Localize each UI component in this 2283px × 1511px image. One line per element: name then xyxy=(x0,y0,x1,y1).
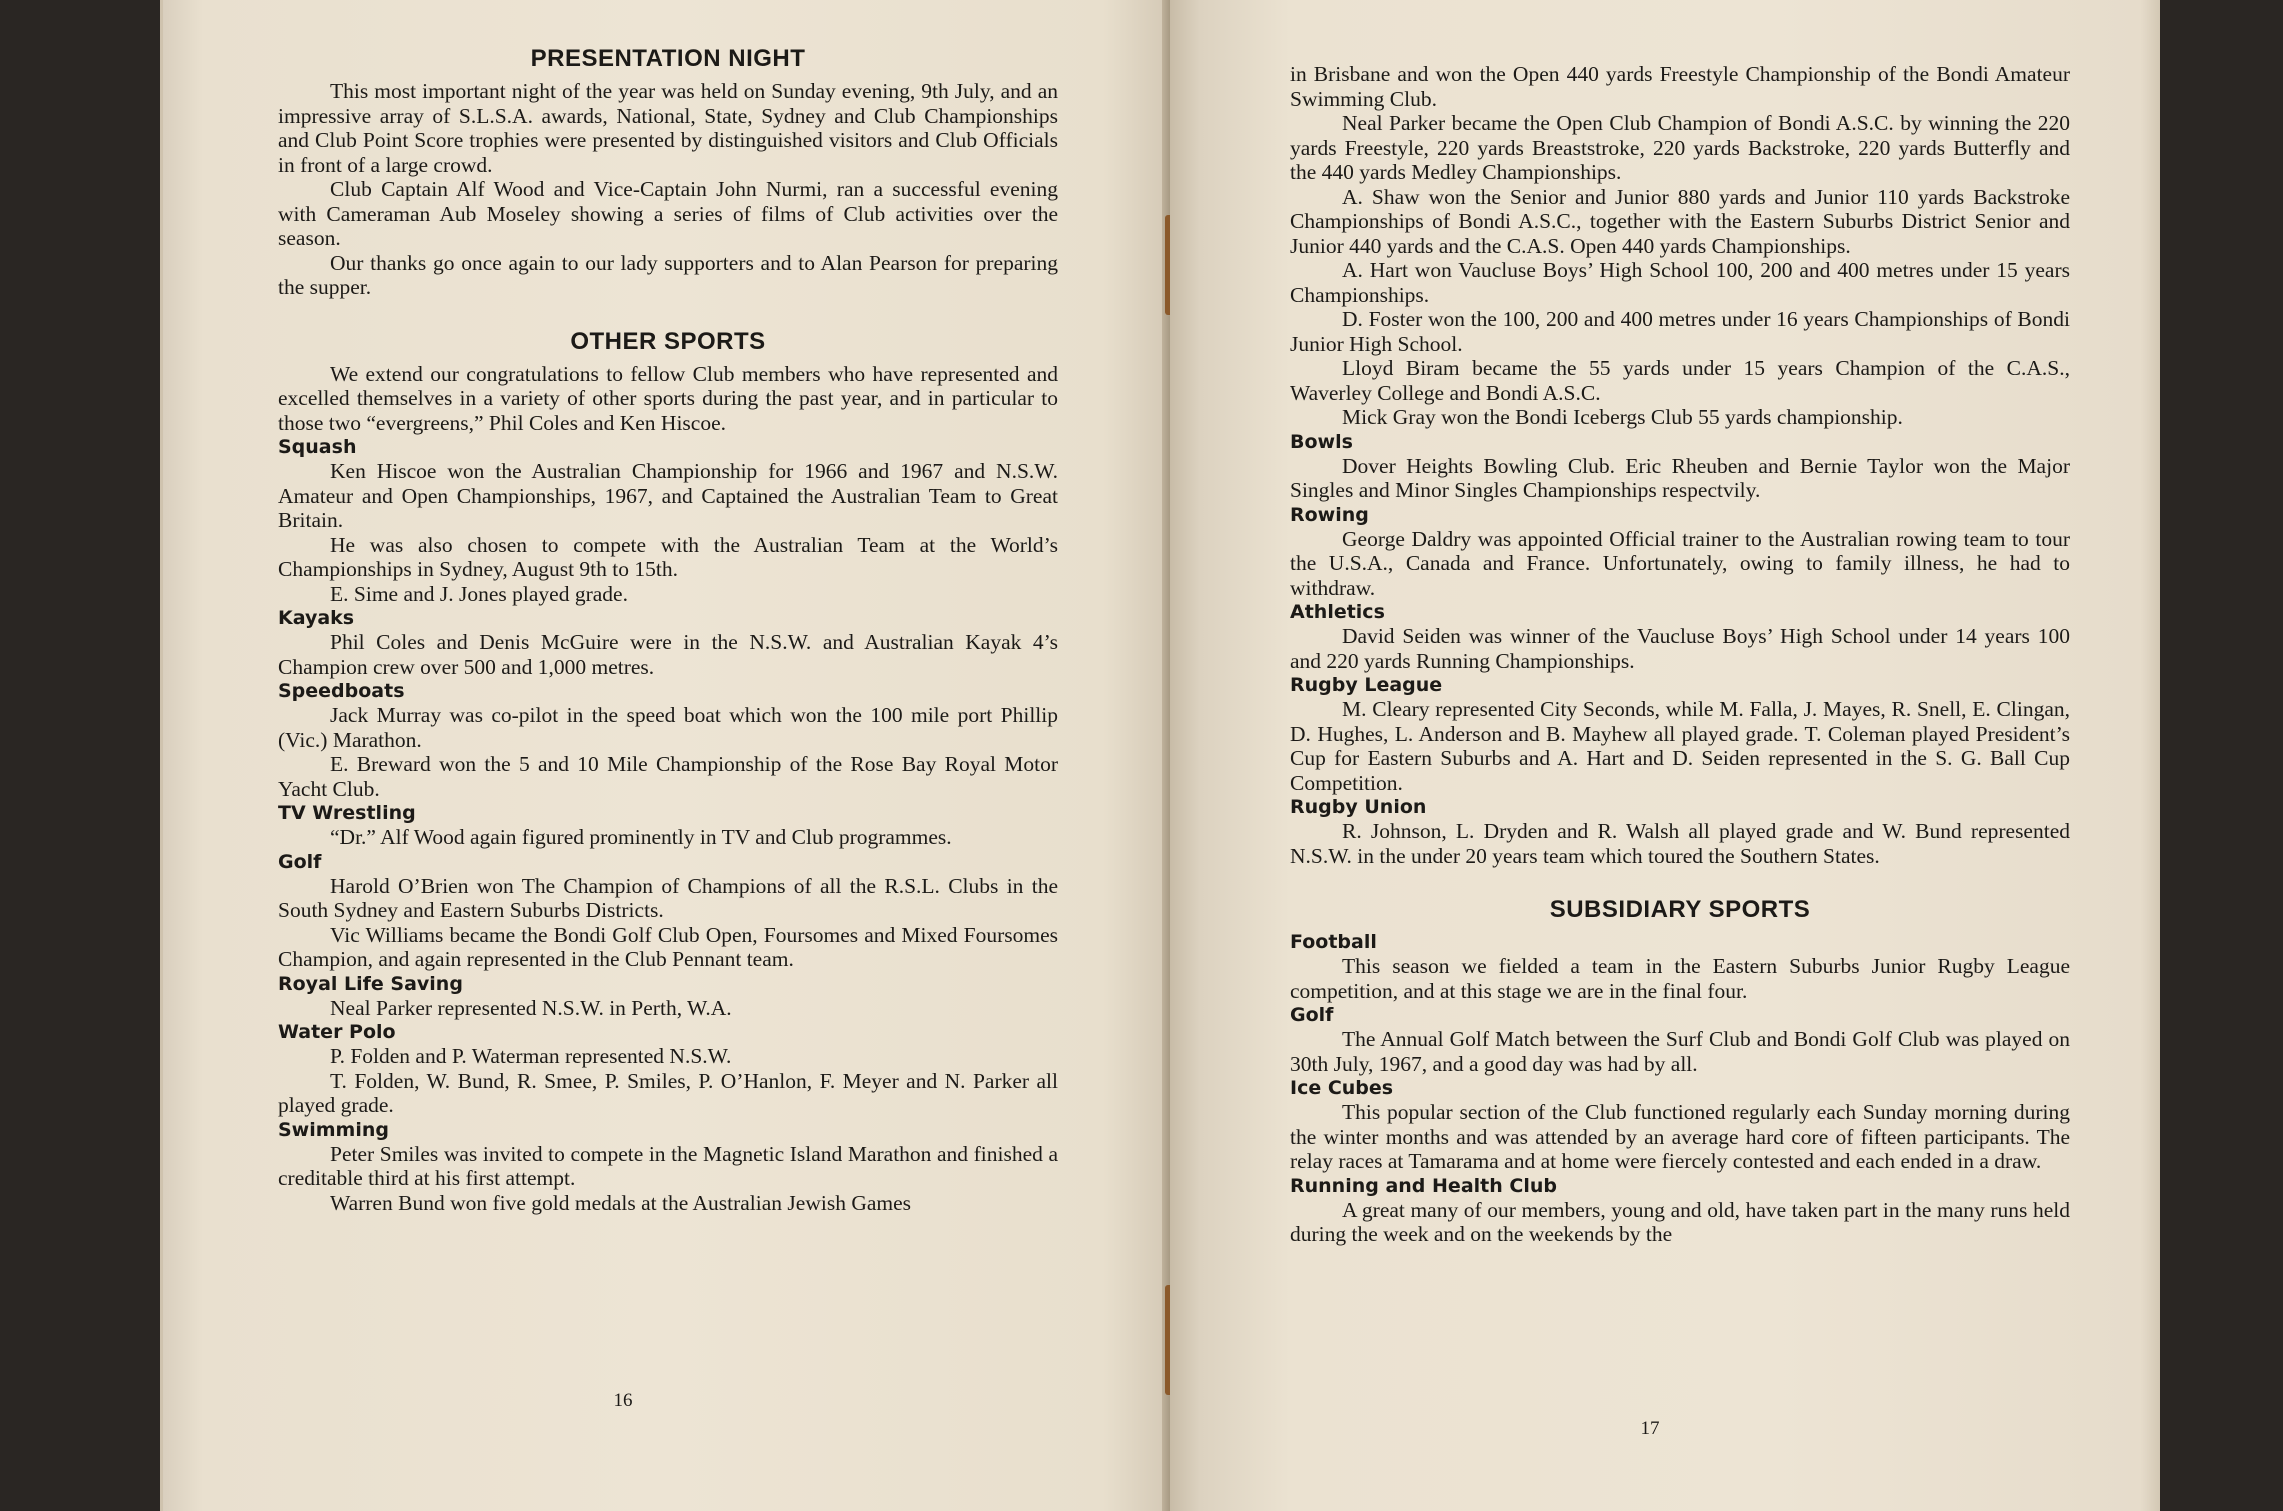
heading-presentation-night: PRESENTATION NIGHT xyxy=(530,45,806,72)
paragraph: Warren Bund won five gold medals at the Australian Jewish Games xyxy=(330,1190,912,1215)
paragraph: E. Breward won the 5 and 10 Mile Championship of the Rose Bay Royal Motor Yacht Club. xyxy=(278,752,1058,801)
right-page xyxy=(1170,0,2160,1511)
paragraph: Dover Heights Bowling Club. Eric Rheuben and Bernie Taylor won the Major Singles and Minor Singles Championships respectvily. xyxy=(1290,453,2070,502)
subheading-speedboats: Speedboats xyxy=(278,680,405,702)
subheading-ice-cubes: Ice Cubes xyxy=(1290,1077,1394,1099)
subheading-squash: Squash xyxy=(278,436,357,458)
paragraph: He was also chosen to compete with the Australian Team at the World’s Championships in Sydney, August 9th to 15th. xyxy=(278,532,1058,581)
paragraph: T. Folden, W. Bund, R. Smee, P. Smiles, P. O’Hanlon, F. Meyer and N. Parker all played grade. xyxy=(278,1068,1058,1117)
paragraph: in Brisbane and won the Open 440 yards Freestyle Championship of the Bondi Amateur Swimming Club. xyxy=(1290,62,2070,111)
subheading-bowls: Bowls xyxy=(1290,430,1353,453)
subheading-rugby-league: Rugby League xyxy=(1290,674,1443,696)
subheading-kayaks: Kayaks xyxy=(278,607,355,629)
subheading-golf: Golf xyxy=(278,850,322,873)
paragraph: Harold O’Brien won The Champion of Champions of all the R.S.L. Clubs in the South Sydney and Eastern Suburbs Districts. xyxy=(278,873,1058,922)
paragraph: Neal Parker became the Open Club Champion of Bondi A.S.C. by winning the 220 yards Freestyle, 220 yards Breaststroke, 220 yards Backstroke, 220 yards Butterfly and the 440 yards Medley Championships. xyxy=(1290,111,2070,184)
paragraph: This popular section of the Club functioned regularly each Sunday morning during the winter months and was attended by an average hard core of fifteen participants. The relay races at Tamarama and at home were fiercely contested and each ended in a draw. xyxy=(1290,1100,2070,1173)
paragraph: This season we fielded a team in the Eastern Suburbs Junior Rugby League competition, and at this stage we are in the final four. xyxy=(1290,954,2070,1003)
page-number-right: 17 xyxy=(1640,1418,1660,1439)
heading-other-sports: OTHER SPORTS xyxy=(570,327,766,355)
paragraph: Phil Coles and Denis McGuire were in the N.S.W. and Australian Kayak 4’s Champion crew over 500 and 1,000 metres. xyxy=(278,630,1058,679)
spacer xyxy=(278,300,1058,328)
spacer xyxy=(1290,868,2070,896)
subheading-rowing: Rowing xyxy=(1290,503,1369,526)
paragraph: David Seiden was winner of the Vaucluse Boys’ High School under 14 years 100 and 220 yards Running Championships. xyxy=(1290,624,2070,673)
subheading-football: Football xyxy=(1290,931,1377,953)
paragraph: The Annual Golf Match between the Surf Club and Bondi Golf Club was played on 30th July, 1967, and a good day was had by all. xyxy=(1290,1027,2070,1076)
paragraph: M. Cleary represented City Seconds, while M. Falla, J. Mayes, R. Snell, E. Clingan, D. Hughes, L. Anderson and B. Mayhew all played grade. T. Coleman played President’s Cup for Eastern Suburbs and A. Hart and D. Seiden represented in the S. G. Ball Cup Competition. xyxy=(1290,697,2070,795)
paragraph: This most important night of the year was held on Sunday evening, 9th July, and an impressive array of S.L.S.A. awards, National, State, Sydney and Club Championships and Club Point Score trophies were presented by distinguished visitors and Club Officials in front of a large crowd. xyxy=(278,79,1058,177)
page-number-left: 16 xyxy=(613,1390,633,1411)
paragraph: Our thanks go once again to our lady supporters and to Alan Pearson for preparing the supper. xyxy=(278,250,1058,299)
paragraph: Lloyd Biram became the 55 yards under 15 years Champion of the C.A.S., Waverley College and Bondi A.S.C. xyxy=(1290,356,2070,405)
paragraph: Ken Hiscoe won the Australian Championship for 1966 and 1967 and N.S.W. Amateur and Open Championships, 1967, and Captained the Australian Team to Great Britain. xyxy=(278,459,1058,532)
subheading-golf: Golf xyxy=(1290,1004,1334,1026)
paragraph: Vic Williams became the Bondi Golf Club Open, Foursomes and Mixed Foursomes Champion, and again represented in the Club Pennant team. xyxy=(278,922,1058,971)
paragraph: R. Johnson, L. Dryden and R. Walsh all played grade and W. Bund represented N.S.W. in the under 20 years team which toured the Southern States. xyxy=(1290,819,2070,868)
heading-subsidiary-sports: SUBSIDIARY SPORTS xyxy=(1549,896,1811,923)
paragraph: E. Sime and J. Jones played grade. xyxy=(330,581,628,606)
paragraph: “Dr.” Alf Wood again figured prominently in TV and Club programmes. xyxy=(330,825,952,849)
subheading-royal-life-saving: Royal Life Saving xyxy=(278,972,463,995)
paragraph: We extend our congratulations to fellow Club members who have represented and excelled themselves in a variety of other sports during the past year, and in particular to those two “evergreens,” Phil Coles and Ken Hiscoe. xyxy=(278,361,1058,435)
paragraph: Neal Parker represented N.S.W. in Perth, W.A. xyxy=(330,995,732,1020)
paragraph: George Daldry was appointed Official trainer to the Australian rowing team to tour the U.S.A., Canada and France. Unfortunately, owing to family illness, he had to withdraw. xyxy=(1290,526,2070,600)
paragraph: Peter Smiles was invited to compete in the Magnetic Island Marathon and finished a creditable third at his first attempt. xyxy=(278,1141,1058,1190)
subheading-running-and-health-club: Running and Health Club xyxy=(1290,1174,1557,1197)
paragraph: Jack Murray was co-pilot in the speed boat which won the 100 mile port Phillip (Vic.) Marathon. xyxy=(278,703,1058,752)
subheading-tv-wrestling: TV Wrestling xyxy=(278,802,416,824)
left-page xyxy=(160,0,1170,1511)
paragraph: Mick Gray won the Bondi Icebergs Club 55 yards championship. xyxy=(1342,405,1903,429)
subheading-athletics: Athletics xyxy=(1290,601,1385,623)
booklet-spread xyxy=(160,0,2160,1511)
left-column xyxy=(278,45,1058,1215)
subheading-rugby-union: Rugby Union xyxy=(1290,796,1427,818)
right-column xyxy=(1290,62,2070,1247)
subheading-swimming: Swimming xyxy=(278,1118,389,1141)
paragraph: Club Captain Alf Wood and Vice-Captain John Nurmi, ran a successful evening with Cameraman Aub Moseley showing a series of films of Club activities over the season. xyxy=(278,177,1058,250)
paragraph: D. Foster won the 100, 200 and 400 metres under 16 years Championships of Bondi Junior High School. xyxy=(1290,307,2070,356)
subheading-water-polo: Water Polo xyxy=(278,1021,396,1043)
paragraph: A. Hart won Vaucluse Boys’ High School 100, 200 and 400 metres under 15 years Championships. xyxy=(1290,258,2070,307)
paragraph: A great many of our members, young and old, have taken part in the many runs held during the week and on the weekends by the xyxy=(1290,1197,2070,1246)
paragraph: A. Shaw won the Senior and Junior 880 yards and Junior 110 yards Backstroke Championships of Bondi A.S.C., together with the Eastern Suburbs District Senior and Junior 440 yards and the C.A.S. Open 440 yards Championships. xyxy=(1290,184,2070,258)
paragraph: P. Folden and P. Waterman represented N.S.W. xyxy=(330,1044,732,1068)
